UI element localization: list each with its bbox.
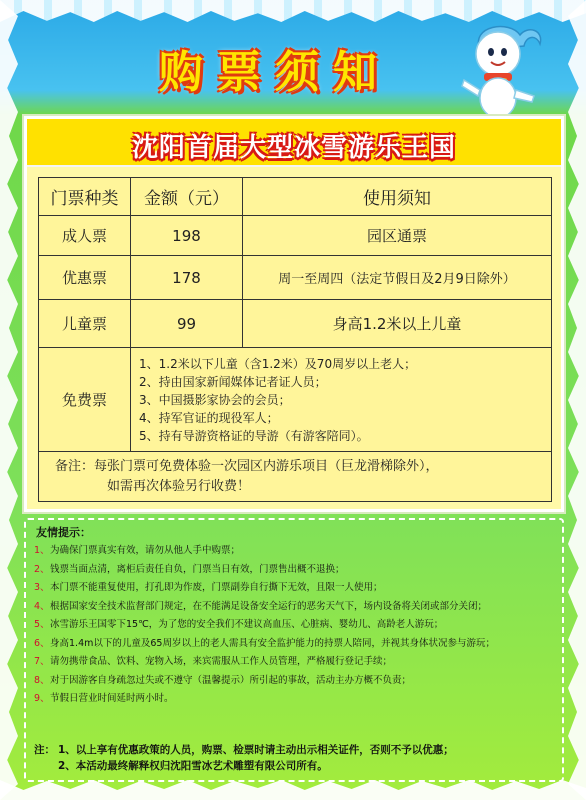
footnote: [34, 742, 558, 758]
tip-text: 钱票当面点清，离柜后责任自负，门票当日有效，门票售出概不退换；: [50, 563, 345, 575]
tip-number: 6、: [34, 637, 50, 649]
ticket-card: [24, 116, 564, 512]
tip-text: 冰雪游乐王国零下15℃，为了您的安全我们不建议高血压、心脏病、婴幼儿、高龄老人游玩；: [50, 619, 444, 630]
tips-list: [34, 544, 558, 711]
subtitle-bar: [27, 119, 561, 167]
event-subtitle: 沈阳首届大型冰雪游乐王国: [131, 133, 456, 163]
tip-number: 9、: [34, 693, 50, 704]
snowman-mascot-icon: [440, 20, 550, 130]
table-row-free: [39, 348, 552, 452]
header-usage-notice: 使用须知: [243, 178, 552, 216]
list-item: [34, 581, 558, 595]
frost-border-left: [0, 0, 18, 800]
table-row: [39, 216, 552, 256]
table-note-row: [39, 452, 552, 502]
table-row: [39, 300, 552, 348]
tip-number: 3、: [34, 582, 50, 593]
list-item: 4、持军官证的现役军人；: [139, 410, 279, 425]
friendly-tips-box: [24, 518, 564, 782]
footnote-text: 2、本活动最终解释权归沈阳雪冰艺术雕塑有限公司所有。: [58, 760, 328, 772]
list-item: [34, 618, 558, 632]
ticket-type-cell: 免费票: [39, 348, 131, 452]
price-cell: 198: [131, 216, 243, 256]
list-item: [34, 544, 558, 558]
tips-title: 友情提示：: [36, 526, 91, 539]
table-row: [39, 256, 552, 300]
tip-number: 5、: [34, 619, 50, 630]
footnotes: [34, 742, 558, 774]
list-item: [34, 637, 558, 651]
footnote-text: 1、以上享有优惠政策的人员，购票、检票时请主动出示相关证件，否则不予以优惠；: [58, 744, 454, 756]
ticket-type-cell: 成人票: [39, 216, 131, 256]
tip-number: 2、: [34, 563, 50, 575]
tip-text: 本门票不能重复使用，打孔即为作废，门票副券自行撕下无效，且限一人使用；: [50, 582, 383, 593]
notice-cell: 园区通票: [243, 216, 552, 256]
list-item: [34, 563, 558, 577]
tip-text: 根据国家安全技术监督部门规定，在不能满足设备安全运行的恶劣天气下，场内设备将关闭或部分关闭；: [50, 600, 488, 612]
free-ticket-conditions: [131, 348, 552, 452]
list-item: 2、持由国家新闻媒体记者证人员；: [139, 374, 327, 389]
price-cell: 178: [131, 256, 243, 300]
list-item: [34, 655, 558, 669]
header-price: 金额（元）: [131, 178, 243, 216]
header-ticket-type: 门票种类: [39, 178, 131, 216]
tip-text: 身高1.4m以下的儿童及65周岁以上的老人需具有安全监护能力的持票人陪同，并视其身体状况参与游玩；: [50, 637, 495, 649]
tip-number: 4、: [34, 600, 50, 612]
list-item: 3、中国摄影家协会的会员；: [139, 392, 291, 407]
frost-border-right: [568, 0, 586, 800]
page-title: 购票须知: [159, 47, 391, 98]
tip-text: 对于因游客自身疏忽过失或不遵守（温馨提示）所引起的事故，活动主办方概不负责；: [50, 674, 412, 686]
tip-text: 为确保门票真实有效，请勿从他人手中购票；: [50, 545, 241, 556]
list-item: [34, 674, 558, 688]
list-item: [34, 692, 558, 706]
tip-text: 节假日营业时间延时两小时。: [50, 693, 174, 704]
table-header-row: [39, 178, 552, 216]
list-item: 5、持有导游资格证的导游（有游客陪同）。: [139, 428, 369, 443]
footnote-label: 注：: [34, 744, 55, 756]
notice-cell: 周一至周四（法定节假日及2月9日除外）: [243, 256, 552, 300]
price-cell: 99: [131, 300, 243, 348]
remarks-cell: [39, 452, 552, 502]
tip-number: 7、: [34, 656, 50, 667]
ticket-type-cell: 儿童票: [39, 300, 131, 348]
remark-line-2: 如需再次体验另行收费！: [107, 478, 251, 494]
tip-number: 8、: [34, 674, 50, 686]
remark-line-1: 备注：每张门票可免费体验一次园区内游乐项目（巨龙滑梯除外），: [55, 458, 439, 474]
frost-border-bottom: [0, 780, 586, 800]
frost-border-top: [0, 0, 586, 22]
ticket-table: [38, 177, 552, 502]
ticket-type-cell: 优惠票: [39, 256, 131, 300]
tip-text: 请勿携带食品、饮料、宠物入场，来宾需服从工作人员管理，严格履行登记手续；: [50, 656, 393, 667]
list-item: [34, 600, 558, 614]
notice-cell: 身高1.2米以上儿童: [243, 300, 552, 348]
list-item: 1、1.2米以下儿童（含1.2米）及70周岁以上老人；: [139, 356, 417, 371]
tip-number: 1、: [34, 545, 50, 556]
footnote: [34, 758, 558, 774]
